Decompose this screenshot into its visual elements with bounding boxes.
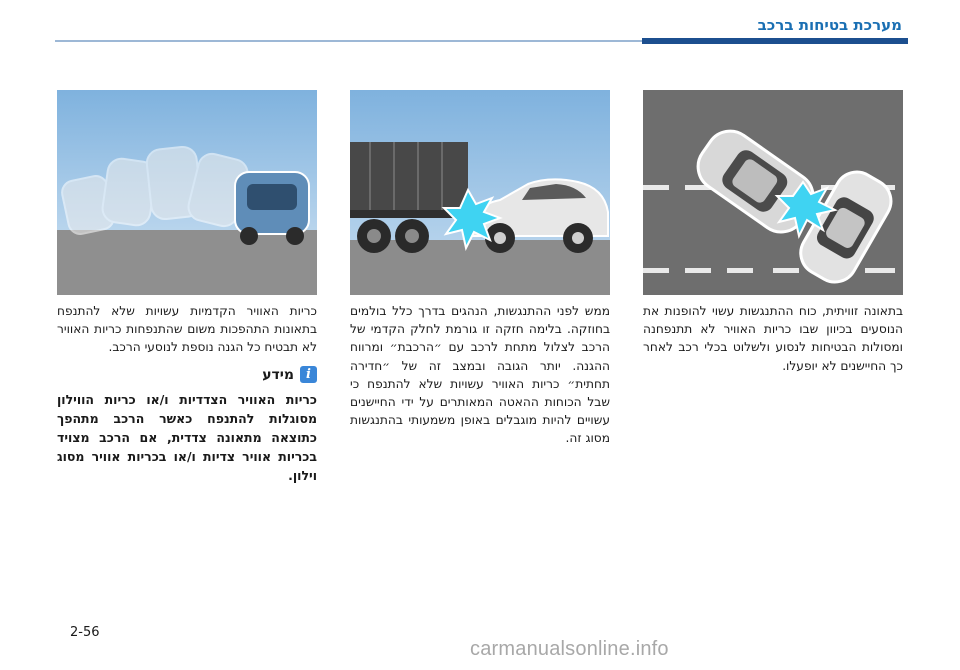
- header-title: מערכת בטיחות ברכב: [757, 16, 902, 34]
- text-column-middle: [350, 302, 610, 448]
- header-rule-thin: [55, 40, 642, 42]
- info-text: כריות האוויר הצדדיות ו/או כריות הווילון מסוגלות להתנפח כאשר הרכב מתהפך כתוצאה מתאונה צדדית, אם הרכב מצויד בכריות אוויר צדיות ו/או בכריות אוויר מסוג וילון.: [57, 391, 317, 483]
- page-number: 2-56: [70, 625, 100, 640]
- text-column-left: [57, 302, 317, 485]
- paragraph-rollover: כריות האוויר הקדמיות עשויות שלא להתנפח בתאונות התהפכות משום שהתנפחות כריות האוויר לא תבטיח כל הגנה נוספת לנוסעי הרכב.: [57, 304, 317, 355]
- info-heading: [57, 366, 317, 384]
- info-label: מידע: [262, 366, 294, 383]
- illustration-underride-collision: [350, 90, 610, 295]
- paragraph-angled-collision: בתאונה זוויתית, כוח ההתנגשות עשוי להופנות את הנוסעים בכיוון שבו כריות האוויר לא תתנפחנה ומסולות הבטיחות לנסוע ולשלוט בכלי רכב לאחר כך החיישנים לא יופעלו.: [643, 304, 903, 373]
- text-column-right: [643, 302, 903, 375]
- info-icon: i: [300, 366, 317, 383]
- watermark: carmanualsonline.info: [470, 638, 669, 660]
- header-rule: [642, 38, 908, 44]
- illustration-angled-collision: [643, 90, 903, 295]
- illustration-rollover: [57, 90, 317, 295]
- paragraph-underride: ממש לפני ההתנגשות, הנהגים בדרך כלל בולמים בחוזקה. בלימה חזקה זו גורמת לחלק הקדמי של הרכב לצלול מתחת לרכב עם ״הרכבת״ ומרווח ההגנה. יותר הגובה ובמצב זה של ״חדירה תחתית״ כריות האוויר עשויות שלא להתנפח כי שבל הכוחות ההאטה המאותרים על ידי החיישנים עשויים להיות מוגבלים באופן משמעותי בהתנגשות מסוג זה.: [350, 304, 610, 446]
